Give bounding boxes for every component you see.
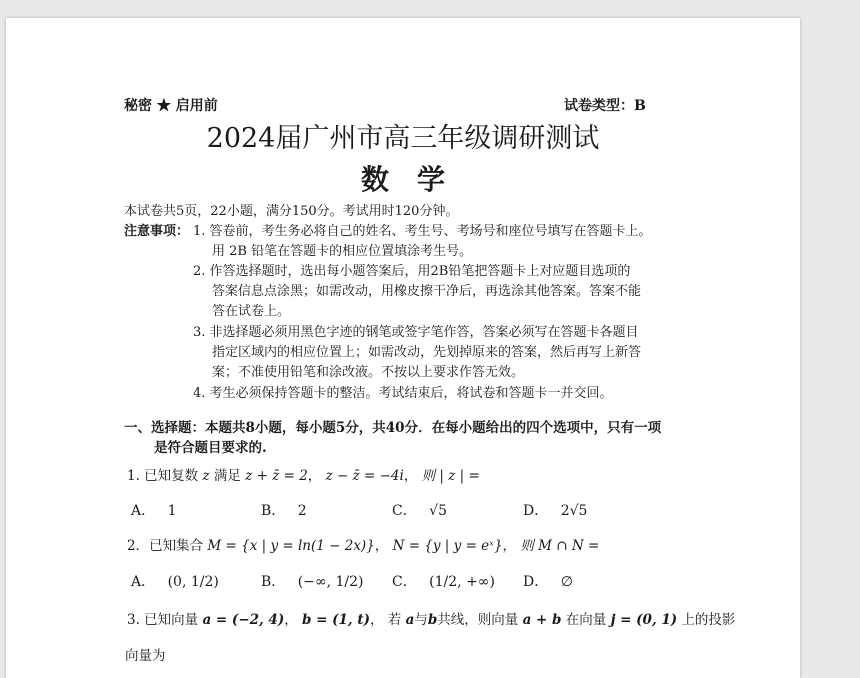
note-line: 案；不准使用铅笔和涂改液。不按以上要求作答无效。 <box>212 365 525 380</box>
q1-option-c <box>392 500 447 520</box>
option-value: 2√5 <box>560 503 588 519</box>
q1-var: z <box>202 468 210 484</box>
q2-option-c <box>392 571 495 591</box>
q3-a: a <box>405 612 415 628</box>
q3-with: 与 <box>414 612 428 628</box>
q3-if: 若 <box>387 612 402 628</box>
option-label: B． <box>261 503 286 519</box>
option-value: (0, 1/2) <box>167 574 219 590</box>
note-line: 3. 非选择题必须用黑色字迹的钢笔或签字笔作答，答案必须写在答题卡各题目 <box>193 325 639 340</box>
q1-eq2: z − z̄ = −4i <box>325 468 404 484</box>
option-value: 2 <box>297 503 307 519</box>
note-line: 用 2B 铅笔在答题卡的相应位置填涂考生号。 <box>212 244 473 259</box>
q1-option-d <box>523 500 587 520</box>
option-value: (1/2, +∞) <box>429 574 495 590</box>
exam-title: 2024届广州市高三年级调研测试 <box>206 123 600 154</box>
q2-ask: 则 M ∩ N = <box>520 538 600 554</box>
paper-type: 试卷类型：B <box>564 98 646 114</box>
option-label: C． <box>392 574 417 590</box>
option-label: C． <box>392 503 417 519</box>
option-value: √5 <box>429 503 447 519</box>
q1-option-a <box>131 500 177 520</box>
note-line: 2. 作答选择题时，选出每小题答案后，用2B铅笔把答题卡上对应题目选项的 <box>193 264 631 279</box>
q1-eq1: z + z̄ = 2 <box>245 468 308 484</box>
option-label: A． <box>131 574 156 590</box>
q2-option-a <box>131 571 219 591</box>
note-line: 4. 考生必须保持答题卡的整洁。考试结束后，将试卷和答题卡一并交回。 <box>193 386 613 401</box>
option-value: ∅ <box>560 574 573 590</box>
q3-sum: a + b <box>522 612 562 628</box>
q2-set-m: M = {x | y = ln(1 − 2x)} <box>207 538 375 554</box>
q1-prefix: 1. 已知复数 <box>127 468 199 484</box>
q2-prefix: 2．已知集合 <box>127 538 204 554</box>
q2-option-b <box>261 571 364 591</box>
q3-vec-a: a = (−2, 4) <box>202 612 285 628</box>
note-line: 1. 答卷前，考生务必将自己的姓名、考生号、考场号和座位号填写在答题卡上。 <box>193 224 652 239</box>
note-line: 指定区域内的相应位置上；如需改动，先划掉原来的答案，然后再写上新答 <box>212 345 642 360</box>
q3-proj: 上的投影 <box>681 612 736 628</box>
q1-option-b <box>261 500 307 520</box>
q2-set-n: N = {y | y = eˣ} <box>392 538 503 554</box>
exam-page <box>6 18 800 678</box>
q3-onto: 在向量 <box>565 612 607 628</box>
option-label: D． <box>523 574 549 590</box>
note-line: 答案信息点涂黑；如需改动，用橡皮擦干净后，再选涂其他答案。答案不能 <box>212 284 642 299</box>
q3-vec-b: b = (1, t) <box>302 612 370 628</box>
exam-intro: 本试卷共5页，22小题，满分150分。考试用时120分钟。 <box>124 204 459 219</box>
question-3: 3. 已知向量 a = (−2, 4)， b = (1, t)， 若 a与b共线，则向量 a + b 在向量 j = (0, 1) 上的投影 <box>127 612 736 628</box>
q3-vec-j: j = (0, 1) <box>610 612 678 628</box>
notes-label: 注意事项： <box>124 224 190 239</box>
option-label: D． <box>523 503 549 519</box>
section-heading: 一、选择题：本题共8小题，每小题5分，共40分．在每小题给出的四个选项中，只有一项 <box>124 420 662 436</box>
secret-mark: 秘密 ★ 启用前 <box>124 98 218 114</box>
q1-ask: 则 | z | = <box>421 468 480 484</box>
option-label: A． <box>131 503 156 519</box>
q1-satisfies: 满足 <box>213 468 241 484</box>
note-line: 答在试卷上。 <box>212 304 291 319</box>
q3-collinear: 共线，则向量 <box>437 612 519 628</box>
q2-option-d <box>523 571 573 591</box>
option-label: B． <box>261 574 286 590</box>
q3-prefix: 3. 已知向量 <box>127 612 199 628</box>
section-heading-cont: 是符合题目要求的. <box>154 440 267 456</box>
subject-title: 数学 <box>360 163 473 196</box>
option-value: 1 <box>167 503 177 519</box>
question-1: 1. 已知复数 z 满足 z + z̄ = 2， z − z̄ = −4i， 则 | z | = <box>127 468 480 484</box>
q3-b: b <box>427 612 438 628</box>
question-3-cont: 向量为 <box>125 648 166 664</box>
question-2: 2．已知集合 M = {x | y = ln(1 − 2x)}， N = {y | y = eˣ}， 则 M ∩ N = <box>127 538 600 554</box>
option-value: (−∞, 1/2) <box>297 574 364 590</box>
